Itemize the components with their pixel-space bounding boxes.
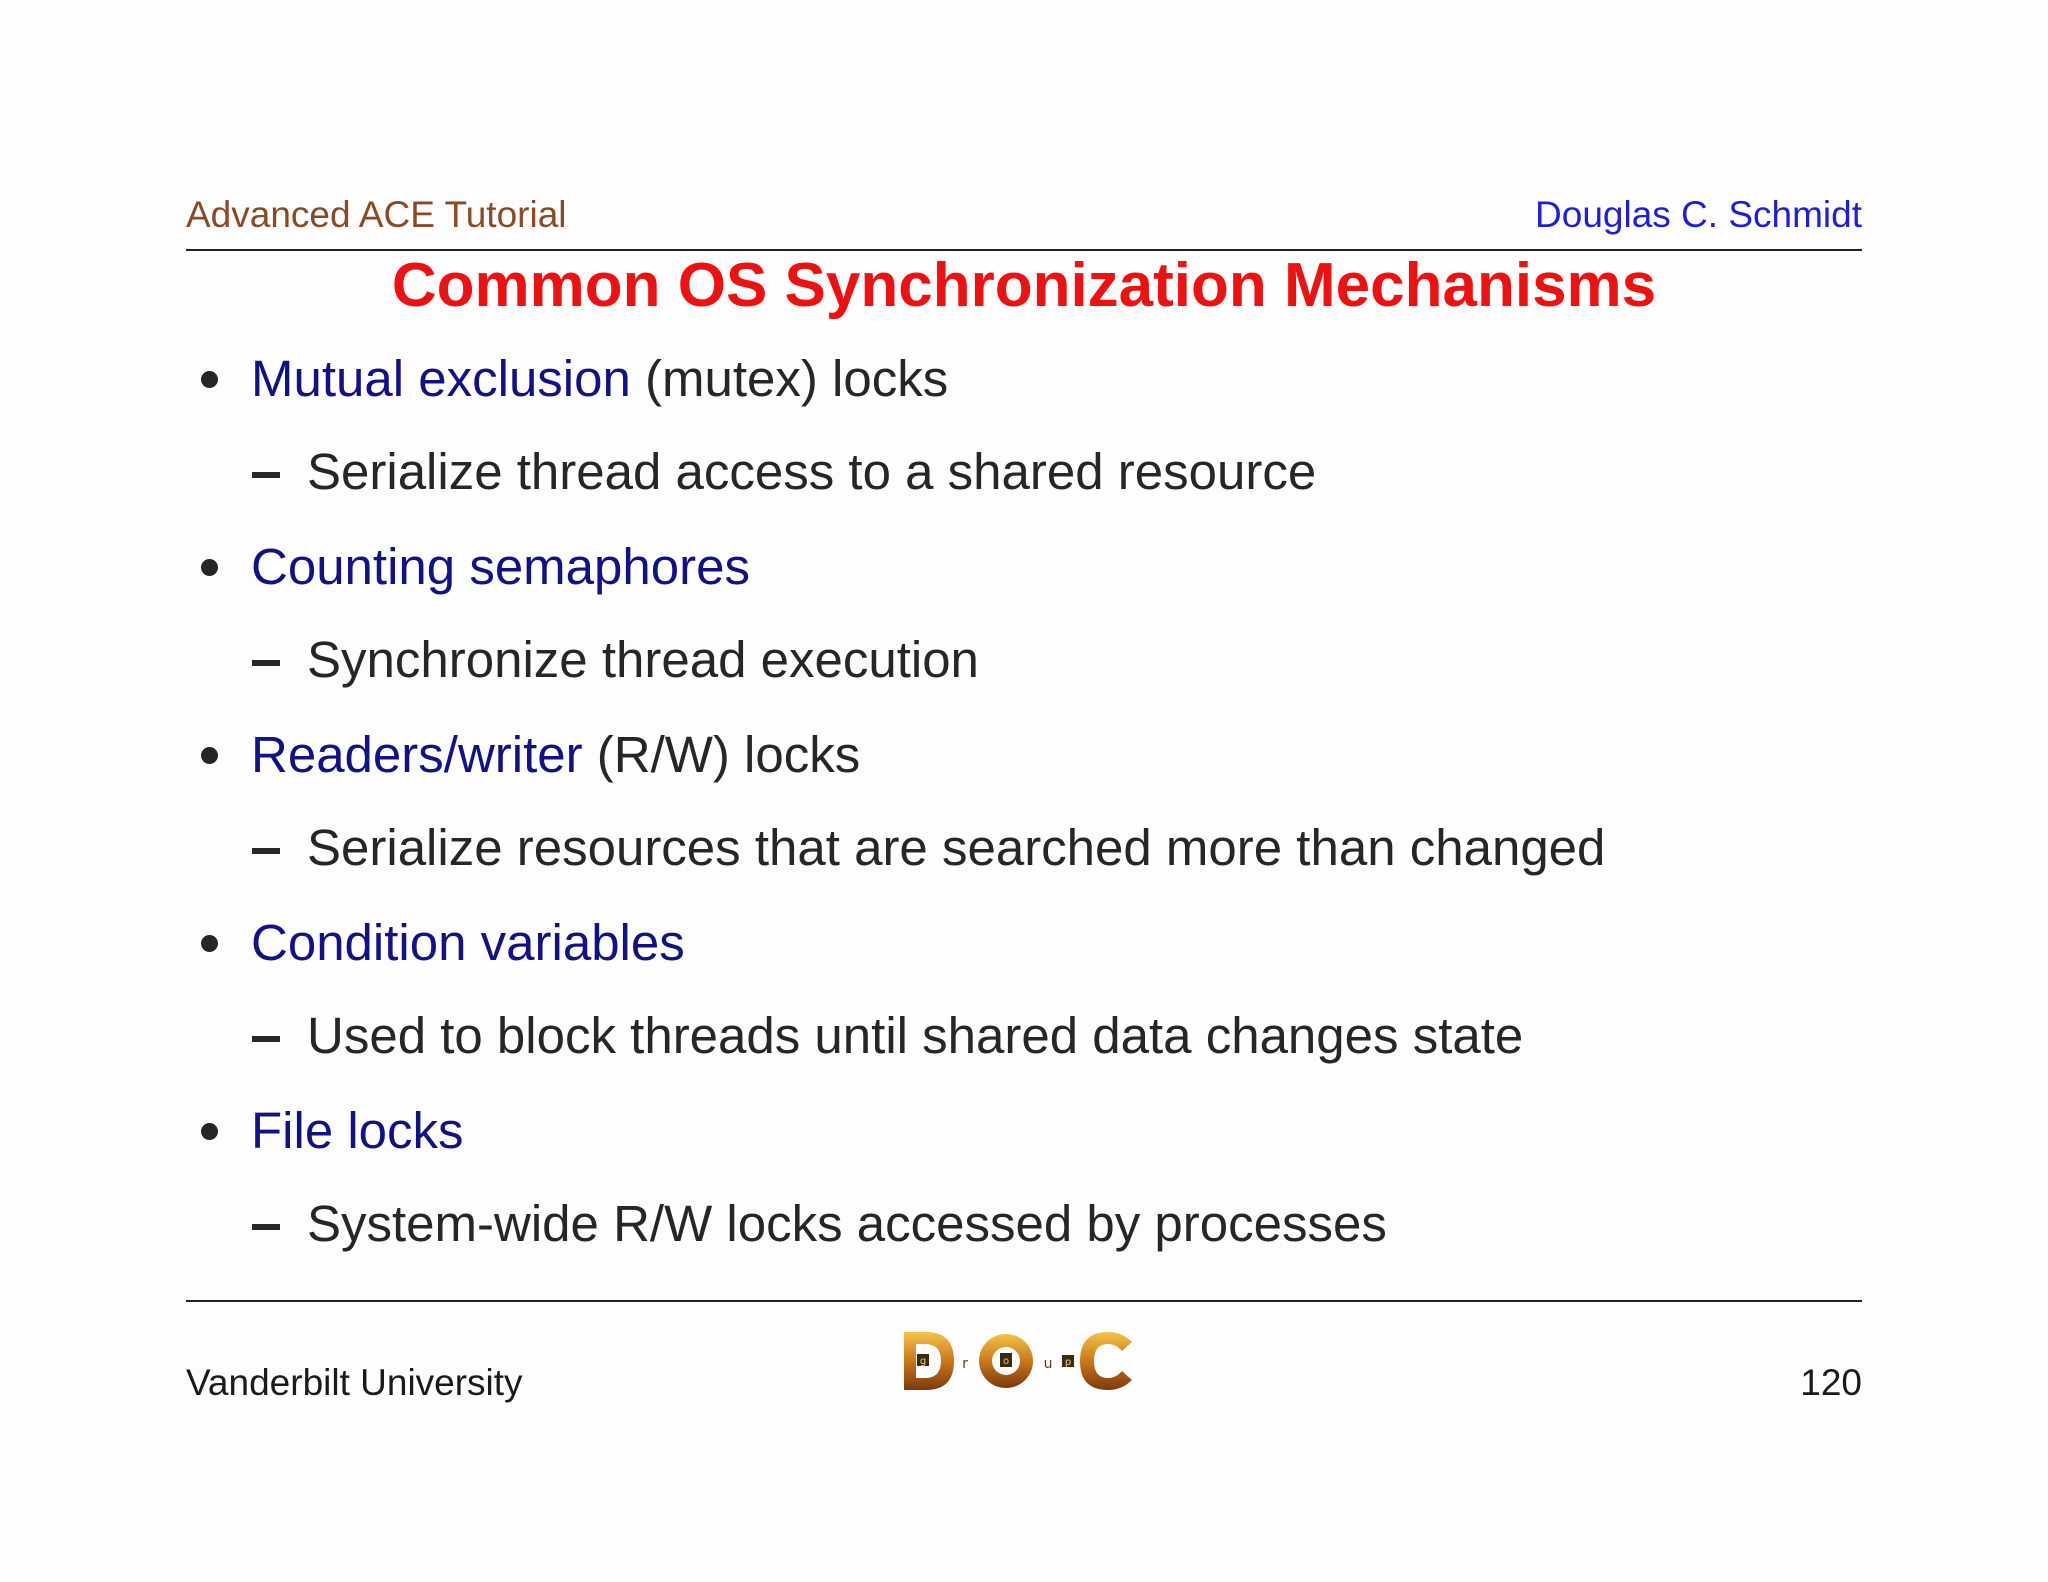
- bullet-item: [251, 1101, 464, 1161]
- bullet-rest: (R/W) locks: [582, 726, 861, 783]
- bullet-item: [251, 349, 948, 409]
- dash-icon: [252, 472, 280, 478]
- svg-text:o: o: [1002, 1356, 1010, 1367]
- bullet-item: [251, 537, 750, 597]
- bullet-dot-icon: [201, 935, 218, 952]
- bullet-term: Counting semaphores: [251, 538, 750, 595]
- dash-icon: [252, 1036, 280, 1042]
- bullet-term: Condition variables: [251, 914, 685, 971]
- dash-icon: [252, 1224, 280, 1230]
- bullet-term: File locks: [251, 1102, 464, 1159]
- header-left: Advanced ACE Tutorial: [186, 194, 567, 235]
- dash-icon: [252, 660, 280, 666]
- bullet-rest: (mutex) locks: [630, 350, 949, 407]
- bullet-dot-icon: [201, 1123, 218, 1140]
- sub-item: Synchronize thread execution: [307, 631, 979, 688]
- footer-rule: [186, 1300, 1862, 1302]
- page-number: 120: [1800, 1362, 1862, 1403]
- svg-text:u: u: [1043, 1356, 1053, 1372]
- footer-institution: Vanderbilt University: [186, 1362, 523, 1403]
- sub-item: Serialize thread access to a shared resource: [307, 443, 1317, 500]
- dash-icon: [252, 848, 280, 854]
- bullet-term: Readers/writer: [251, 726, 583, 783]
- bullet-dot-icon: [201, 559, 218, 576]
- bullet-dot-icon: [201, 747, 218, 764]
- bullet-item: [251, 725, 860, 785]
- sub-item: Serialize resources that are searched more than changed: [307, 819, 1606, 876]
- bullet-dot-icon: [201, 371, 218, 388]
- slide-title: Common OS Synchronization Mechanisms: [391, 251, 1657, 320]
- svg-text:g: g: [919, 1356, 927, 1367]
- svg-text:r: r: [962, 1356, 968, 1372]
- header-right: Douglas C. Schmidt: [1535, 194, 1862, 235]
- sub-item: Used to block threads until shared data changes state: [307, 1007, 1524, 1064]
- sub-item: System-wide R/W locks accessed by processes: [307, 1195, 1387, 1252]
- doc-group-logo-icon: [900, 1328, 1150, 1394]
- bullet-item: [251, 913, 685, 973]
- svg-text:p: p: [1064, 1357, 1072, 1368]
- bullet-term: Mutual exclusion: [251, 350, 631, 407]
